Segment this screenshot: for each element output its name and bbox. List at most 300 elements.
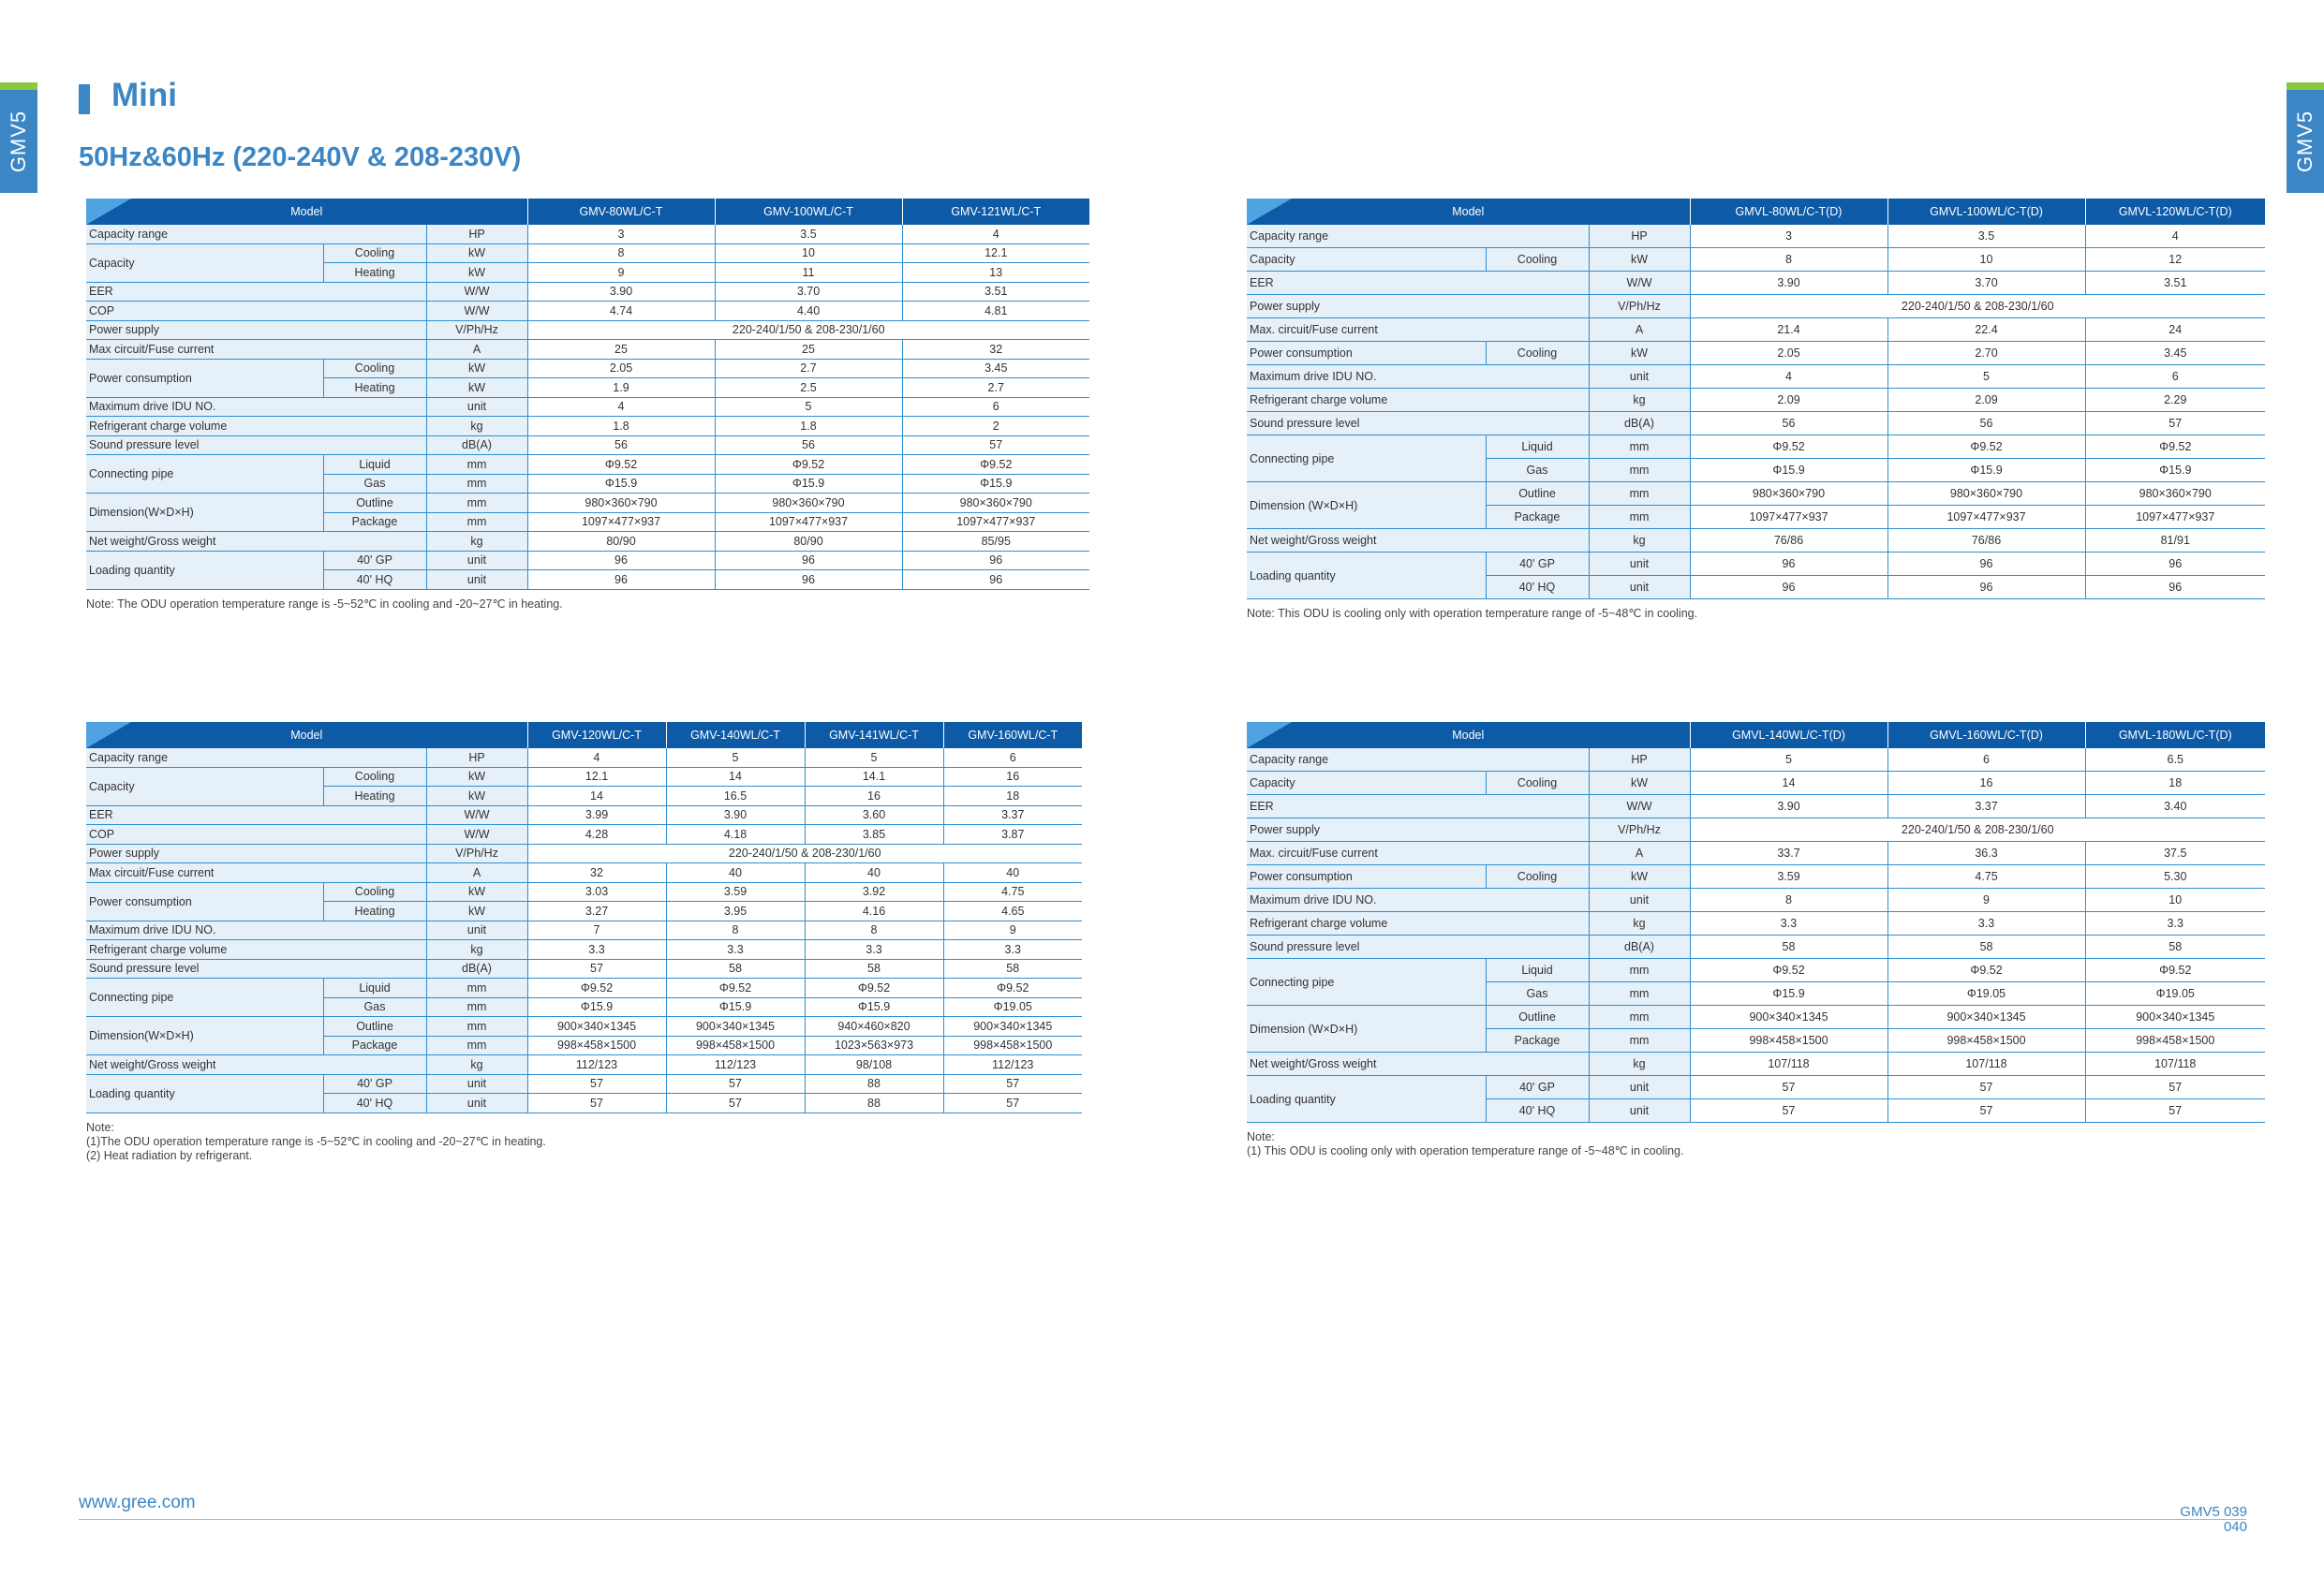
row-value: 57 <box>1690 1076 1887 1099</box>
row-unit: kg <box>426 940 527 960</box>
row-value: 900×340×1345 <box>666 1017 805 1037</box>
row-value: 2.05 <box>1690 342 1887 365</box>
row-label: Refrigerant charge volume <box>86 417 426 436</box>
row-value: 13 <box>902 263 1089 283</box>
website-link[interactable]: www.gree.com <box>79 1493 196 1512</box>
row-value: 998×458×1500 <box>1887 1029 2085 1053</box>
row-unit: unit <box>1589 365 1690 389</box>
table-row <box>1247 248 2265 272</box>
row-value: 3.51 <box>2085 272 2265 295</box>
row-sub-label: Outline <box>323 494 426 513</box>
row-label: Max circuit/Fuse current <box>86 863 426 883</box>
row-value: 3.87 <box>943 825 1082 845</box>
table-header-row <box>86 722 1082 748</box>
table-row <box>86 417 1089 436</box>
row-value: 57 <box>527 959 666 979</box>
row-value: 12.1 <box>527 767 666 787</box>
row-label: Connecting pipe <box>86 455 323 494</box>
row-value: Φ9.52 <box>1887 435 2085 459</box>
row-unit: HP <box>1589 748 1690 772</box>
row-unit: kW <box>1589 342 1690 365</box>
row-value: 80/90 <box>715 532 902 552</box>
row-value: 81/91 <box>2085 529 2265 553</box>
row-unit: kW <box>1589 865 1690 889</box>
spec-table-block-1 <box>86 199 1089 612</box>
row-value: 3.03 <box>527 882 666 902</box>
row-value: 900×340×1345 <box>943 1017 1082 1037</box>
row-unit: mm <box>1589 482 1690 506</box>
row-value: 57 <box>943 1074 1082 1094</box>
row-value: 32 <box>902 340 1089 360</box>
table-row <box>1247 295 2265 318</box>
row-sub-label: 40' GP <box>323 551 426 570</box>
row-unit: mm <box>426 979 527 998</box>
row-unit: unit <box>1589 1076 1690 1099</box>
row-value: Φ19.05 <box>2085 982 2265 1006</box>
table-row <box>86 921 1082 940</box>
row-unit: mm <box>1589 982 1690 1006</box>
row-unit: W/W <box>426 282 527 302</box>
row-value: 3.37 <box>943 805 1082 825</box>
row-sub-label: Cooling <box>323 767 426 787</box>
row-value: 1.8 <box>527 417 715 436</box>
spec-table-block-3 <box>86 722 1082 1163</box>
model-header-cell <box>1247 722 1690 748</box>
table-row <box>1247 482 2265 506</box>
row-value: 3.40 <box>2085 795 2265 818</box>
row-label: Net weight/Gross weight <box>86 532 426 552</box>
row-value: 3.3 <box>1887 912 2085 936</box>
row-value: 940×460×820 <box>805 1017 943 1037</box>
table-row <box>86 359 1089 378</box>
row-label: Connecting pipe <box>1247 959 1486 1006</box>
row-value: 80/90 <box>527 532 715 552</box>
model-header-label: Model <box>290 205 323 218</box>
row-unit: mm <box>1589 435 1690 459</box>
model-name-cell: GMV-120WL/C-T <box>527 722 666 748</box>
table-header-row <box>86 199 1089 225</box>
row-value: 3 <box>1690 225 1887 248</box>
row-label: Capacity <box>1247 772 1486 795</box>
row-sub-label: Heating <box>323 787 426 806</box>
row-sub-label: Gas <box>1486 459 1589 482</box>
row-value: 3.5 <box>1887 225 2085 248</box>
row-value: 4 <box>527 748 666 767</box>
row-value: 998×458×1500 <box>666 1036 805 1055</box>
row-value: 96 <box>902 551 1089 570</box>
row-value: 998×458×1500 <box>2085 1029 2265 1053</box>
row-value: 40 <box>943 863 1082 883</box>
row-value: 107/118 <box>1690 1053 1887 1076</box>
row-value: 57 <box>666 1094 805 1113</box>
model-name-cell: GMVL-160WL/C-T(D) <box>1887 722 2085 748</box>
row-value: 96 <box>1887 553 2085 576</box>
row-value: 8 <box>1690 889 1887 912</box>
row-value: 3.45 <box>902 359 1089 378</box>
row-value: 3.92 <box>805 882 943 902</box>
model-name-cell: GMV-141WL/C-T <box>805 722 943 748</box>
row-sub-label: 40' GP <box>323 1074 426 1094</box>
row-unit: unit <box>426 1074 527 1094</box>
row-value-span: 220-240/1/50 & 208-230/1/60 <box>527 320 1089 340</box>
row-value: 32 <box>527 863 666 883</box>
row-value: 1097×477×937 <box>527 512 715 532</box>
table-row <box>1247 412 2265 435</box>
page-subtitle: 50Hz&60Hz (220-240V & 208-230V) <box>79 142 522 172</box>
table-row <box>1247 1006 2265 1029</box>
row-value: 16 <box>943 767 1082 787</box>
row-value: 96 <box>1887 576 2085 599</box>
row-unit: A <box>1589 318 1690 342</box>
row-value: 3.70 <box>1887 272 2085 295</box>
row-value: 85/95 <box>902 532 1089 552</box>
row-value: 96 <box>902 570 1089 590</box>
row-value: Φ15.9 <box>1690 459 1887 482</box>
row-label: Power consumption <box>1247 342 1486 365</box>
table-row <box>1247 342 2265 365</box>
model-header-cell <box>86 199 527 225</box>
row-unit: A <box>426 863 527 883</box>
row-value: Φ9.52 <box>2085 959 2265 982</box>
table-row <box>1247 529 2265 553</box>
row-value: 22.4 <box>1887 318 2085 342</box>
row-value: 980×360×790 <box>902 494 1089 513</box>
row-value: 3.3 <box>805 940 943 960</box>
row-value: 9 <box>943 921 1082 940</box>
row-value: 998×458×1500 <box>1690 1029 1887 1053</box>
row-value: 96 <box>1690 553 1887 576</box>
row-value: 112/123 <box>943 1055 1082 1075</box>
row-value: Φ15.9 <box>1887 459 2085 482</box>
row-unit: unit <box>426 1094 527 1113</box>
row-sub-label: Liquid <box>323 455 426 475</box>
row-value: 2.09 <box>1690 389 1887 412</box>
row-unit: mm <box>426 474 527 494</box>
table-row <box>86 282 1089 302</box>
row-value: Φ15.9 <box>527 997 666 1017</box>
row-value: 6 <box>1887 748 2085 772</box>
row-value: Φ15.9 <box>715 474 902 494</box>
row-value: 998×458×1500 <box>527 1036 666 1055</box>
table-header-row <box>1247 199 2265 225</box>
row-unit: kW <box>426 787 527 806</box>
row-value: 980×360×790 <box>1887 482 2085 506</box>
row-label: Net weight/Gross weight <box>1247 1053 1589 1076</box>
row-label: Maximum drive IDU NO. <box>86 397 426 417</box>
table-row <box>1247 912 2265 936</box>
row-label: Connecting pipe <box>1247 435 1486 482</box>
table-row <box>86 940 1082 960</box>
row-value: 25 <box>715 340 902 360</box>
table-row <box>86 243 1089 263</box>
footer-divider <box>79 1519 2246 1520</box>
page-title: Mini <box>111 77 177 113</box>
row-value: 96 <box>715 570 902 590</box>
row-value: 6 <box>943 748 1082 767</box>
row-sub-label: Cooling <box>323 243 426 263</box>
row-sub-label: Outline <box>1486 482 1589 506</box>
row-sub-label: 40' HQ <box>1486 1099 1589 1123</box>
row-value: 4 <box>902 225 1089 243</box>
row-value: 76/86 <box>1887 529 2085 553</box>
row-value: 57 <box>902 435 1089 455</box>
row-value: 980×360×790 <box>2085 482 2265 506</box>
row-label: Loading quantity <box>86 1074 323 1113</box>
row-value: Φ9.52 <box>1690 959 1887 982</box>
row-unit: mm <box>426 455 527 475</box>
table-row <box>86 805 1082 825</box>
row-sub-label: Gas <box>323 474 426 494</box>
row-unit: kW <box>1589 772 1690 795</box>
table-row <box>1247 225 2265 248</box>
row-value: 96 <box>1690 576 1887 599</box>
row-value: 88 <box>805 1074 943 1094</box>
row-unit: kW <box>426 882 527 902</box>
row-value: 11 <box>715 263 902 283</box>
row-sub-label: Package <box>323 1036 426 1055</box>
row-value: 1023×563×973 <box>805 1036 943 1055</box>
row-value: 57 <box>1887 1099 2085 1123</box>
row-sub-label: Liquid <box>1486 435 1589 459</box>
row-value: 3.45 <box>2085 342 2265 365</box>
row-value: 3.59 <box>1690 865 1887 889</box>
row-value: 8 <box>805 921 943 940</box>
row-value: 3.3 <box>2085 912 2265 936</box>
model-header-label: Model <box>290 729 323 742</box>
row-value: 14 <box>1690 772 1887 795</box>
row-label: COP <box>86 825 426 845</box>
row-value-span: 220-240/1/50 & 208-230/1/60 <box>527 844 1082 863</box>
row-value: 18 <box>2085 772 2265 795</box>
row-value: 3.90 <box>527 282 715 302</box>
row-label: Max circuit/Fuse current <box>86 340 426 360</box>
row-value: 4 <box>527 397 715 417</box>
row-unit: dB(A) <box>1589 412 1690 435</box>
row-value: 3.3 <box>527 940 666 960</box>
table-row <box>1247 1076 2265 1099</box>
table-row <box>86 340 1089 360</box>
row-value: 2 <box>902 417 1089 436</box>
row-unit: kg <box>1589 529 1690 553</box>
row-label: Loading quantity <box>86 551 323 589</box>
row-value: 18 <box>943 787 1082 806</box>
table-row <box>1247 865 2265 889</box>
row-label: Capacity <box>86 767 323 805</box>
row-value: 5 <box>805 748 943 767</box>
row-value: 25 <box>527 340 715 360</box>
table-row <box>86 302 1089 321</box>
model-name-cell: GMVL-140WL/C-T(D) <box>1690 722 1887 748</box>
row-value: 3.90 <box>666 805 805 825</box>
row-value: 57 <box>2085 1099 2265 1123</box>
row-unit: mm <box>1589 506 1690 529</box>
row-value: 1097×477×937 <box>902 512 1089 532</box>
row-value: Φ9.52 <box>527 979 666 998</box>
row-value: 2.5 <box>715 378 902 398</box>
row-value: 3 <box>527 225 715 243</box>
side-tab-label: GMV5 <box>2293 110 2317 173</box>
row-sub-label: Gas <box>1486 982 1589 1006</box>
row-value: 900×340×1345 <box>1887 1006 2085 1029</box>
table-row <box>86 863 1082 883</box>
row-unit: W/W <box>426 825 527 845</box>
row-value: 3.85 <box>805 825 943 845</box>
row-value: 900×340×1345 <box>527 1017 666 1037</box>
row-value: 40 <box>805 863 943 883</box>
row-value: 9 <box>527 263 715 283</box>
row-value: 1.9 <box>527 378 715 398</box>
table-row <box>86 844 1082 863</box>
row-label: Refrigerant charge volume <box>1247 912 1589 936</box>
row-unit: dB(A) <box>426 435 527 455</box>
row-unit: kW <box>426 767 527 787</box>
row-label: Maximum drive IDU NO. <box>86 921 426 940</box>
row-sub-label: Package <box>1486 1029 1589 1053</box>
row-value: 58 <box>1887 936 2085 959</box>
row-value: 14.1 <box>805 767 943 787</box>
row-unit: kW <box>426 902 527 921</box>
row-sub-label: Cooling <box>323 882 426 902</box>
row-sub-label: Cooling <box>1486 865 1589 889</box>
row-value: 3.90 <box>1690 795 1887 818</box>
model-name-cell: GMV-160WL/C-T <box>943 722 1082 748</box>
row-sub-label: Heating <box>323 902 426 921</box>
table-row <box>1247 389 2265 412</box>
row-unit: mm <box>426 997 527 1017</box>
table-row <box>1247 318 2265 342</box>
row-value: 3.51 <box>902 282 1089 302</box>
row-unit: HP <box>426 225 527 243</box>
table-row <box>1247 795 2265 818</box>
row-value: Φ19.05 <box>1887 982 2085 1006</box>
row-value: 1097×477×937 <box>1887 506 2085 529</box>
row-sub-label: Cooling <box>323 359 426 378</box>
row-unit: W/W <box>1589 795 1690 818</box>
row-sub-label: Liquid <box>323 979 426 998</box>
row-unit: mm <box>426 1036 527 1055</box>
model-name-cell: GMVL-100WL/C-T(D) <box>1887 199 2085 225</box>
row-value: 57 <box>1887 1076 2085 1099</box>
row-value: 10 <box>1887 248 2085 272</box>
row-label: EER <box>86 282 426 302</box>
row-unit: A <box>426 340 527 360</box>
row-value: Φ9.52 <box>902 455 1089 475</box>
row-value: 8 <box>527 243 715 263</box>
row-label: Power consumption <box>86 359 323 397</box>
row-value: 57 <box>666 1074 805 1094</box>
row-value: 56 <box>715 435 902 455</box>
row-value: 57 <box>527 1094 666 1113</box>
row-value: 4.74 <box>527 302 715 321</box>
row-label: Loading quantity <box>1247 1076 1486 1123</box>
row-value: 96 <box>527 551 715 570</box>
model-header-label: Model <box>1452 729 1485 742</box>
row-unit: HP <box>426 748 527 767</box>
row-unit: kg <box>1589 389 1690 412</box>
row-label: Loading quantity <box>1247 553 1486 599</box>
row-value: 980×360×790 <box>715 494 902 513</box>
row-value: 6 <box>2085 365 2265 389</box>
model-header-label: Model <box>1452 205 1485 218</box>
row-sub-label: Cooling <box>1486 248 1589 272</box>
table-row <box>86 959 1082 979</box>
row-label: Dimension (W×D×H) <box>1247 1006 1486 1053</box>
side-tab-label: GMV5 <box>7 110 30 173</box>
row-label: Dimension(W×D×H) <box>86 1017 323 1055</box>
table-row <box>1247 772 2265 795</box>
row-value: Φ9.52 <box>1887 959 2085 982</box>
row-value: 3.5 <box>715 225 902 243</box>
table-note-4: Note: (1) This ODU is cooling only with operation temperature range of -5~48℃ in cooling. <box>1247 1130 1684 1157</box>
row-unit: mm <box>1589 1006 1690 1029</box>
row-value: 998×458×1500 <box>943 1036 1082 1055</box>
table-row <box>86 494 1089 513</box>
row-sub-label: 40' HQ <box>1486 576 1589 599</box>
row-label: Power supply <box>1247 295 1589 318</box>
row-unit: V/Ph/Hz <box>426 844 527 863</box>
row-unit: kg <box>426 532 527 552</box>
row-unit: kW <box>426 378 527 398</box>
row-unit: unit <box>1589 553 1690 576</box>
row-value: 58 <box>2085 936 2265 959</box>
spec-table-3 <box>86 722 1082 1113</box>
model-name-cell: GMV-140WL/C-T <box>666 722 805 748</box>
row-sub-label: Cooling <box>1486 772 1589 795</box>
row-unit: unit <box>1589 889 1690 912</box>
row-value: 1097×477×937 <box>715 512 902 532</box>
row-unit: A <box>1589 842 1690 865</box>
row-sub-label: 40' HQ <box>323 1094 426 1113</box>
row-value: 900×340×1345 <box>1690 1006 1887 1029</box>
row-label: EER <box>1247 795 1589 818</box>
row-label: COP <box>86 302 426 321</box>
row-value: 2.29 <box>2085 389 2265 412</box>
row-value: 96 <box>2085 553 2265 576</box>
row-value: 3.37 <box>1887 795 2085 818</box>
side-tab-right <box>2287 82 2324 193</box>
row-unit: kg <box>1589 1053 1690 1076</box>
row-label: Connecting pipe <box>86 979 323 1017</box>
row-value: 56 <box>527 435 715 455</box>
row-label: Dimension (W×D×H) <box>1247 482 1486 529</box>
row-value: Φ9.52 <box>1690 435 1887 459</box>
table-row <box>86 532 1089 552</box>
model-name-cell: GMV-80WL/C-T <box>527 199 715 225</box>
row-value: 4.28 <box>527 825 666 845</box>
row-value: 7 <box>527 921 666 940</box>
row-value: 37.5 <box>2085 842 2265 865</box>
table-row <box>86 767 1082 787</box>
row-unit: W/W <box>426 805 527 825</box>
row-value: Φ15.9 <box>1690 982 1887 1006</box>
row-value: 112/123 <box>666 1055 805 1075</box>
row-value: 1097×477×937 <box>1690 506 1887 529</box>
model-name-cell: GMVL-180WL/C-T(D) <box>2085 722 2265 748</box>
row-value: Φ15.9 <box>805 997 943 1017</box>
row-unit: dB(A) <box>1589 936 1690 959</box>
row-label: Power supply <box>86 844 426 863</box>
row-label: Refrigerant charge volume <box>86 940 426 960</box>
row-unit: V/Ph/Hz <box>1589 295 1690 318</box>
row-value: 107/118 <box>2085 1053 2265 1076</box>
row-value: 1097×477×937 <box>2085 506 2265 529</box>
row-unit: V/Ph/Hz <box>1589 818 1690 842</box>
row-unit: mm <box>1589 959 1690 982</box>
row-value: 10 <box>715 243 902 263</box>
row-unit: kg <box>1589 912 1690 936</box>
row-value-span: 220-240/1/50 & 208-230/1/60 <box>1690 818 2265 842</box>
row-sub-label: Liquid <box>1486 959 1589 982</box>
